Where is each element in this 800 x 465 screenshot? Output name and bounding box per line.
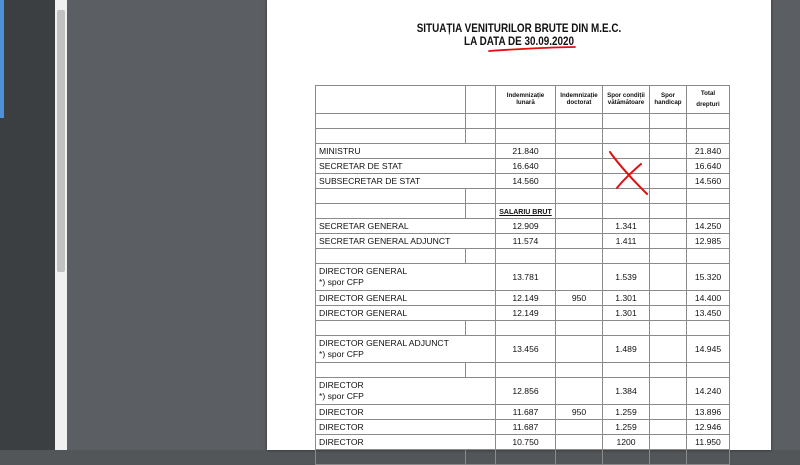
cell-doctorat	[556, 435, 603, 450]
cell-function: DIRECTOR GENERAL	[316, 291, 496, 306]
cell-function	[316, 264, 496, 291]
cell-doctorat	[556, 306, 603, 321]
cell-total: 12.985	[687, 234, 730, 249]
cell-doctorat	[556, 159, 603, 174]
cell-indemnizatie: 16.640	[496, 159, 556, 174]
header-total-sub: drepturi	[696, 101, 720, 108]
table-row	[316, 405, 730, 420]
table-spacer-row	[316, 189, 730, 204]
cell-function: SUBSECRETAR DE STAT	[316, 174, 496, 189]
cell-total: 14.250	[687, 219, 730, 234]
cell-indemnizatie: 13.781	[496, 264, 556, 291]
cell-total: 12.946	[687, 420, 730, 435]
cell-indemnizatie: 12.856	[496, 378, 556, 405]
cell-spor	[603, 144, 650, 159]
table-header-row	[316, 86, 730, 114]
scrollbar-thumb[interactable]	[57, 10, 65, 272]
header-indemnizatie-lunara: Indemnizație lunară	[496, 86, 556, 114]
cell-function-name: DIRECTOR GENERAL ADJUNCT	[319, 338, 449, 349]
table-row	[316, 378, 730, 405]
cell-doctorat	[556, 420, 603, 435]
cell-total: 13.450	[687, 306, 730, 321]
cell-total: 14.240	[687, 378, 730, 405]
cell-indemnizatie: 12.149	[496, 291, 556, 306]
cell-function	[316, 378, 496, 405]
cell-spor	[603, 174, 650, 189]
table-row	[316, 234, 730, 249]
cell-doctorat: 950	[556, 405, 603, 420]
cell-function: DIRECTOR	[316, 405, 496, 420]
cell-total: 14.560	[687, 174, 730, 189]
income-table	[315, 85, 730, 465]
cell-indemnizatie: 11.687	[496, 405, 556, 420]
cell-doctorat	[556, 144, 603, 159]
cell-doctorat	[556, 174, 603, 189]
table-spacer-row	[316, 249, 730, 264]
sidebar-scrollbar[interactable]	[55, 0, 67, 450]
cell-total: 21.840	[687, 144, 730, 159]
cell-function: SECRETAR GENERAL	[316, 219, 496, 234]
table-row	[316, 159, 730, 174]
cell-total: 16.640	[687, 159, 730, 174]
cell-spor: 1.411	[603, 234, 650, 249]
cell-function-note: *) spor CFP	[319, 349, 364, 359]
table-row	[316, 264, 730, 291]
cell-function: SECRETAR DE STAT	[316, 159, 496, 174]
cell-function: DIRECTOR	[316, 420, 496, 435]
sidebar-active-accent	[0, 0, 4, 118]
document-date-title: LA DATA DE 30.09.2020	[464, 36, 574, 48]
cell-spor	[603, 159, 650, 174]
document-page	[267, 0, 771, 450]
cell-total: 11.950	[687, 435, 730, 450]
cell-indemnizatie: 21.840	[496, 144, 556, 159]
cell-function: DIRECTOR GENERAL	[316, 306, 496, 321]
cell-spor: 1.489	[603, 336, 650, 363]
cell-function-name: DIRECTOR	[319, 380, 364, 391]
table-row	[316, 174, 730, 189]
cell-total: 15.320	[687, 264, 730, 291]
header-total	[687, 86, 730, 114]
table-row	[316, 291, 730, 306]
cell-total: 14.945	[687, 336, 730, 363]
cell-handicap	[650, 306, 687, 321]
cell-function: MINISTRU	[316, 144, 496, 159]
cell-handicap	[650, 378, 687, 405]
cell-spor: 1200	[603, 435, 650, 450]
cell-doctorat	[556, 336, 603, 363]
table-row	[316, 144, 730, 159]
table-spacer-row	[316, 450, 730, 465]
cell-spor: 1.259	[603, 420, 650, 435]
cell-doctorat: 950	[556, 291, 603, 306]
cell-handicap	[650, 219, 687, 234]
cell-spor: 1.301	[603, 306, 650, 321]
table-row	[316, 306, 730, 321]
table-row	[316, 219, 730, 234]
table-row	[316, 336, 730, 363]
cell-function	[316, 336, 496, 363]
document-title: SITUAȚIA VENITURILOR BRUTE DIN M.E.C.	[416, 23, 622, 35]
cell-indemnizatie: 12.149	[496, 306, 556, 321]
cell-spor: 1.341	[603, 219, 650, 234]
section-salariu-brut: SALARIU BRUT	[499, 208, 552, 216]
left-sidebar-panel	[0, 0, 55, 450]
cell-spor: 1.259	[603, 405, 650, 420]
table-row	[316, 420, 730, 435]
header-indemnizatie-doctorat: Indemnizație doctorat	[556, 86, 603, 114]
cell-indemnizatie: 12.909	[496, 219, 556, 234]
cell-indemnizatie: 14.560	[496, 174, 556, 189]
cell-indemnizatie: 11.687	[496, 420, 556, 435]
cell-function-note: *) spor CFP	[319, 391, 364, 401]
cell-handicap	[650, 159, 687, 174]
cell-handicap	[650, 420, 687, 435]
cell-doctorat	[556, 264, 603, 291]
cell-handicap	[650, 234, 687, 249]
cell-handicap	[650, 144, 687, 159]
cell-handicap	[650, 405, 687, 420]
cell-function-note: *) spor CFP	[319, 277, 364, 287]
cell-function-name: DIRECTOR GENERAL	[319, 266, 408, 277]
cell-handicap	[650, 264, 687, 291]
table-spacer-row	[316, 129, 730, 144]
cell-spor: 1.539	[603, 264, 650, 291]
document-viewer[interactable]	[67, 0, 800, 450]
header-spor-conditii: Spor condiții vătămătoare	[603, 86, 650, 114]
red-underline-annotation	[267, 0, 771, 70]
cell-handicap	[650, 336, 687, 363]
cell-function: SECRETAR GENERAL ADJUNCT	[316, 234, 496, 249]
cell-doctorat	[556, 219, 603, 234]
table-spacer-row	[316, 363, 730, 378]
cell-total: 14.400	[687, 291, 730, 306]
cell-indemnizatie: 13.456	[496, 336, 556, 363]
cell-spor: 1.384	[603, 378, 650, 405]
cell-doctorat	[556, 378, 603, 405]
table-spacer-row	[316, 321, 730, 336]
cell-spor: 1.301	[603, 291, 650, 306]
cell-indemnizatie: 10.750	[496, 435, 556, 450]
section-header-row	[316, 204, 730, 219]
cell-indemnizatie: 11.574	[496, 234, 556, 249]
cell-function: DIRECTOR	[316, 435, 496, 450]
header-total-label: Total	[700, 89, 716, 97]
cell-doctorat	[556, 234, 603, 249]
cell-handicap	[650, 435, 687, 450]
table-spacer-row	[316, 114, 730, 129]
cell-handicap	[650, 291, 687, 306]
cell-total: 13.896	[687, 405, 730, 420]
cell-handicap	[650, 174, 687, 189]
header-spor-handicap: Spor handicap	[650, 86, 687, 114]
table-row	[316, 435, 730, 450]
